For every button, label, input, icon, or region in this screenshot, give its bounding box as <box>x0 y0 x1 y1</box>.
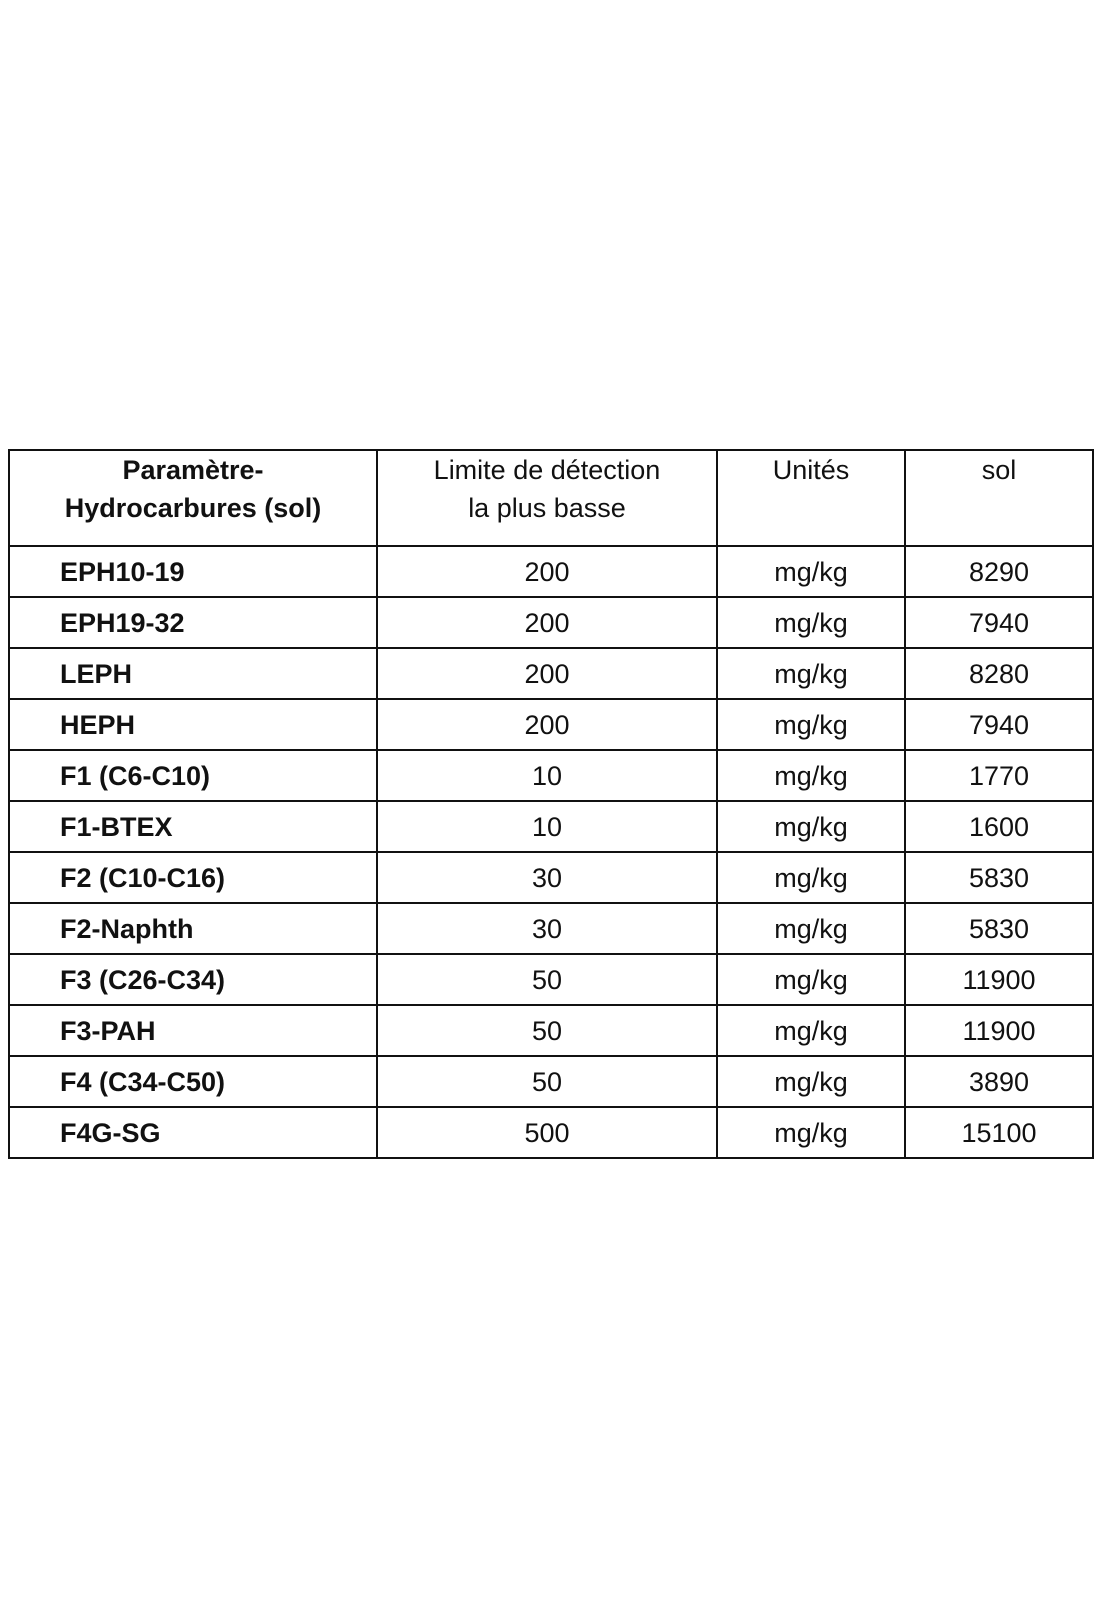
cell-parametre: EPH19-32 <box>9 597 377 648</box>
table-row <box>9 1056 1093 1107</box>
cell-limite: 200 <box>377 597 717 648</box>
table-row <box>9 1107 1093 1158</box>
cell-limite: 10 <box>377 750 717 801</box>
table-row <box>9 954 1093 1005</box>
cell-sol: 7940 <box>905 699 1093 750</box>
table-row <box>9 852 1093 903</box>
cell-limite: 50 <box>377 954 717 1005</box>
cell-unites: mg/kg <box>717 597 905 648</box>
cell-parametre: HEPH <box>9 699 377 750</box>
table-row <box>9 903 1093 954</box>
header-line: Paramètre- <box>122 455 264 485</box>
cell-parametre: F1-BTEX <box>9 801 377 852</box>
table-row <box>9 801 1093 852</box>
cell-parametre: EPH10-19 <box>9 546 377 597</box>
cell-sol: 5830 <box>905 852 1093 903</box>
cell-unites: mg/kg <box>717 1107 905 1158</box>
hydrocarbon-detection-table <box>8 449 1094 1159</box>
cell-unites: mg/kg <box>717 546 905 597</box>
cell-limite: 30 <box>377 852 717 903</box>
cell-sol: 11900 <box>905 954 1093 1005</box>
cell-parametre: F4G-SG <box>9 1107 377 1158</box>
cell-unites: mg/kg <box>717 648 905 699</box>
cell-sol: 11900 <box>905 1005 1093 1056</box>
cell-parametre: F4 (C34-C50) <box>9 1056 377 1107</box>
table-row <box>9 597 1093 648</box>
header-line: la plus basse <box>468 493 626 523</box>
column-header-parametre <box>9 450 377 546</box>
table-row <box>9 648 1093 699</box>
table-row <box>9 699 1093 750</box>
column-header-unites <box>717 450 905 546</box>
cell-unites: mg/kg <box>717 801 905 852</box>
cell-unites: mg/kg <box>717 852 905 903</box>
cell-parametre: F3-PAH <box>9 1005 377 1056</box>
table-body <box>9 546 1093 1158</box>
cell-limite: 30 <box>377 903 717 954</box>
cell-parametre: F3 (C26-C34) <box>9 954 377 1005</box>
cell-sol: 3890 <box>905 1056 1093 1107</box>
cell-unites: mg/kg <box>717 903 905 954</box>
cell-limite: 200 <box>377 648 717 699</box>
cell-parametre: F2 (C10-C16) <box>9 852 377 903</box>
cell-sol: 15100 <box>905 1107 1093 1158</box>
cell-sol: 7940 <box>905 597 1093 648</box>
hydrocarbon-table-container <box>8 449 1092 1159</box>
table-header <box>9 450 1093 546</box>
cell-unites: mg/kg <box>717 699 905 750</box>
cell-limite: 50 <box>377 1005 717 1056</box>
cell-unites: mg/kg <box>717 750 905 801</box>
cell-sol: 8290 <box>905 546 1093 597</box>
cell-sol: 5830 <box>905 903 1093 954</box>
table-row <box>9 750 1093 801</box>
column-header-sol <box>905 450 1093 546</box>
cell-limite: 500 <box>377 1107 717 1158</box>
header-row <box>9 450 1093 546</box>
cell-unites: mg/kg <box>717 1056 905 1107</box>
cell-sol: 1770 <box>905 750 1093 801</box>
header-line: sol <box>981 455 1017 485</box>
header-line: Unités <box>772 455 850 485</box>
cell-limite: 50 <box>377 1056 717 1107</box>
header-line: Limite de détection <box>433 455 661 485</box>
cell-limite: 200 <box>377 546 717 597</box>
cell-parametre: F2-Naphth <box>9 903 377 954</box>
cell-limite: 10 <box>377 801 717 852</box>
cell-parametre: F1 (C6-C10) <box>9 750 377 801</box>
table-row <box>9 1005 1093 1056</box>
cell-sol: 8280 <box>905 648 1093 699</box>
cell-sol: 1600 <box>905 801 1093 852</box>
table-row <box>9 546 1093 597</box>
cell-parametre: LEPH <box>9 648 377 699</box>
cell-unites: mg/kg <box>717 1005 905 1056</box>
header-line: Hydrocarbures (sol) <box>64 493 322 523</box>
column-header-limite <box>377 450 717 546</box>
cell-limite: 200 <box>377 699 717 750</box>
cell-unites: mg/kg <box>717 954 905 1005</box>
